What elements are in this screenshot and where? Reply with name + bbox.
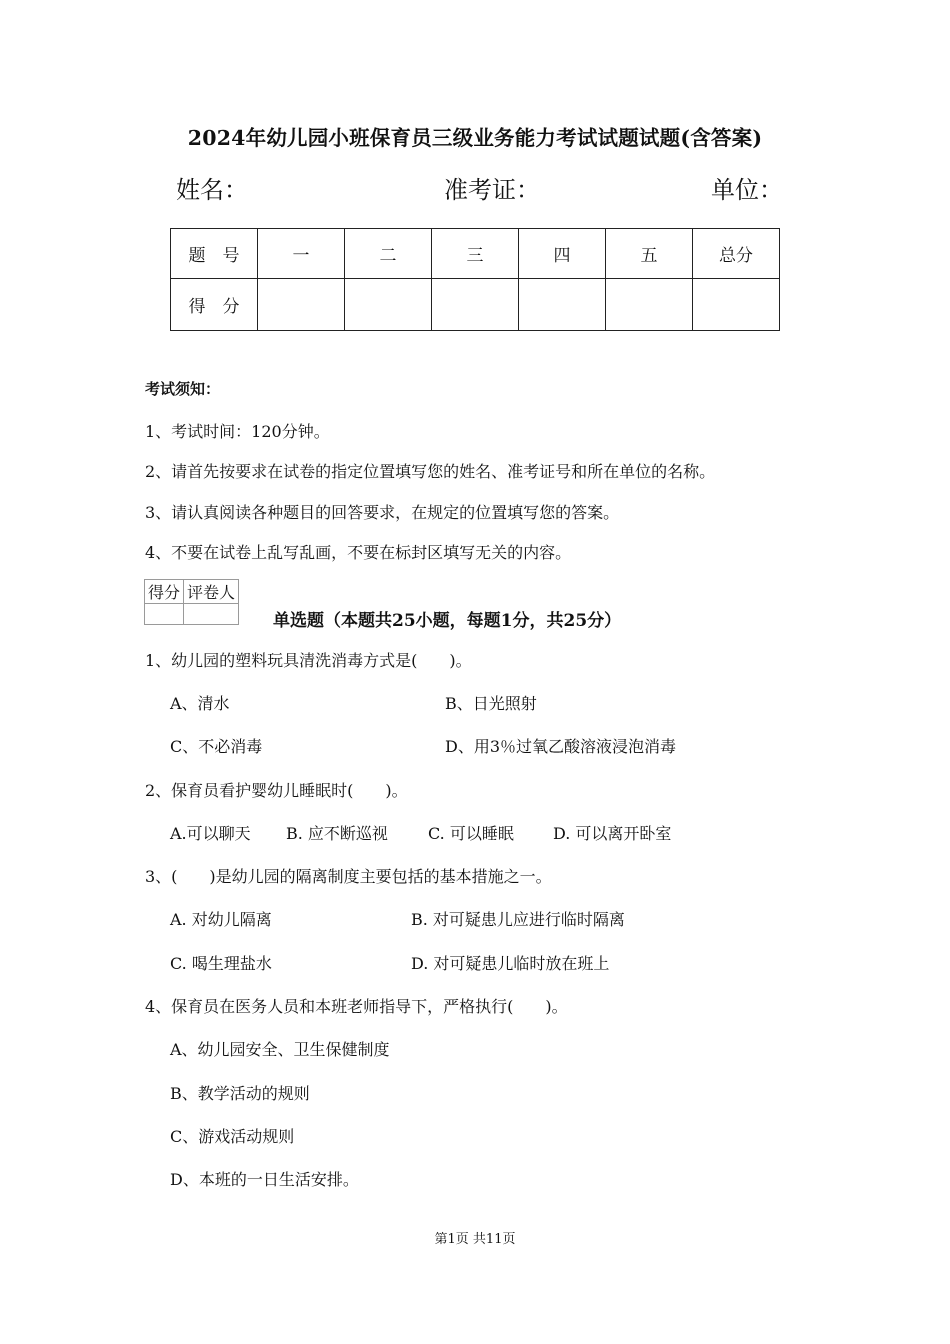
question-2-option-a[interactable]: A.可以聊天 bbox=[170, 824, 251, 843]
question-4-option-b[interactable]: B、教学活动的规则 bbox=[170, 1084, 310, 1103]
question-3-option-c[interactable]: C. 喝生理盐水 bbox=[170, 954, 272, 973]
question-1-stem: 1、幼儿园的塑料玩具清洗消毒方式是( )。 bbox=[145, 651, 472, 670]
grader-score-label: 得分 bbox=[145, 580, 184, 604]
question-4-option-a[interactable]: A、幼儿园安全、卫生保健制度 bbox=[170, 1040, 390, 1059]
notice-item-4: 4、不要在试卷上乱写乱画，不要在标封区填写无关的内容。 bbox=[145, 543, 572, 562]
question-1-option-a[interactable]: A、清水 bbox=[170, 694, 230, 713]
question-2-stem: 2、保育员看护婴幼儿睡眠时( )。 bbox=[145, 781, 408, 800]
score-table-score-label: 得 分 bbox=[171, 279, 258, 331]
notice-item-1: 1、考试时间：120分钟。 bbox=[145, 422, 330, 441]
score-cell-4[interactable] bbox=[519, 279, 606, 331]
question-4-option-c[interactable]: C、游戏活动规则 bbox=[170, 1127, 295, 1146]
grader-score-cell[interactable] bbox=[145, 604, 184, 625]
question-2-option-b[interactable]: B. 应不断巡视 bbox=[286, 824, 388, 843]
exam-id-field-label: 准考证： bbox=[444, 176, 540, 204]
question-4-option-d[interactable]: D、本班的一日生活安排。 bbox=[170, 1170, 359, 1189]
question-3-option-a[interactable]: A. 对幼儿隔离 bbox=[170, 910, 272, 929]
notice-title: 考试须知： bbox=[145, 380, 221, 398]
score-table-col-5: 五 bbox=[606, 229, 693, 279]
section-title: 单选题（本题共25小题，每题1分，共25分） bbox=[273, 611, 622, 631]
score-table-score-row bbox=[171, 279, 780, 331]
score-table-col-total: 总分 bbox=[693, 229, 780, 279]
score-table bbox=[170, 228, 780, 331]
question-2-option-c[interactable]: C. 可以睡眠 bbox=[428, 824, 514, 843]
question-1-option-d[interactable]: D、用3％过氧乙酸溶液浸泡消毒 bbox=[445, 737, 677, 756]
grader-name-cell[interactable] bbox=[184, 604, 239, 625]
unit-field-label: 单位： bbox=[711, 176, 783, 204]
score-table-col-4: 四 bbox=[519, 229, 606, 279]
question-1-option-c[interactable]: C、不必消毒 bbox=[170, 737, 263, 756]
grader-name-label: 评卷人 bbox=[184, 580, 239, 604]
question-1-option-b[interactable]: B、日光照射 bbox=[445, 694, 537, 713]
score-table-col-2: 二 bbox=[345, 229, 432, 279]
grader-box bbox=[144, 579, 239, 625]
score-cell-3[interactable] bbox=[432, 279, 519, 331]
question-3-option-b[interactable]: B. 对可疑患儿应进行临时隔离 bbox=[411, 910, 625, 929]
question-4-stem: 4、保育员在医务人员和本班老师指导下，严格执行( )。 bbox=[145, 997, 568, 1016]
score-cell-1[interactable] bbox=[258, 279, 345, 331]
question-3-option-d[interactable]: D. 对可疑患儿临时放在班上 bbox=[411, 954, 610, 973]
score-cell-total[interactable] bbox=[693, 279, 780, 331]
notice-item-2: 2、请首先按要求在试卷的指定位置填写您的姓名、准考证号和所在单位的名称。 bbox=[145, 462, 716, 481]
question-2-option-d[interactable]: D. 可以离开卧室 bbox=[553, 824, 672, 843]
score-cell-5[interactable] bbox=[606, 279, 693, 331]
name-field-label: 姓名： bbox=[176, 176, 248, 204]
score-table-col-1: 一 bbox=[258, 229, 345, 279]
document-title: 2024年幼儿园小班保育员三级业务能力考试试题试题(含答案) bbox=[187, 126, 763, 150]
score-table-col-3: 三 bbox=[432, 229, 519, 279]
score-table-header-label: 题 号 bbox=[171, 229, 258, 279]
score-table-header-row bbox=[171, 229, 780, 279]
notice-item-3: 3、请认真阅读各种题目的回答要求，在规定的位置填写您的答案。 bbox=[145, 503, 620, 522]
score-cell-2[interactable] bbox=[345, 279, 432, 331]
question-3-stem: 3、( )是幼儿园的隔离制度主要包括的基本措施之一。 bbox=[145, 867, 552, 886]
page-footer: 第1页 共11页 bbox=[434, 1232, 516, 1247]
